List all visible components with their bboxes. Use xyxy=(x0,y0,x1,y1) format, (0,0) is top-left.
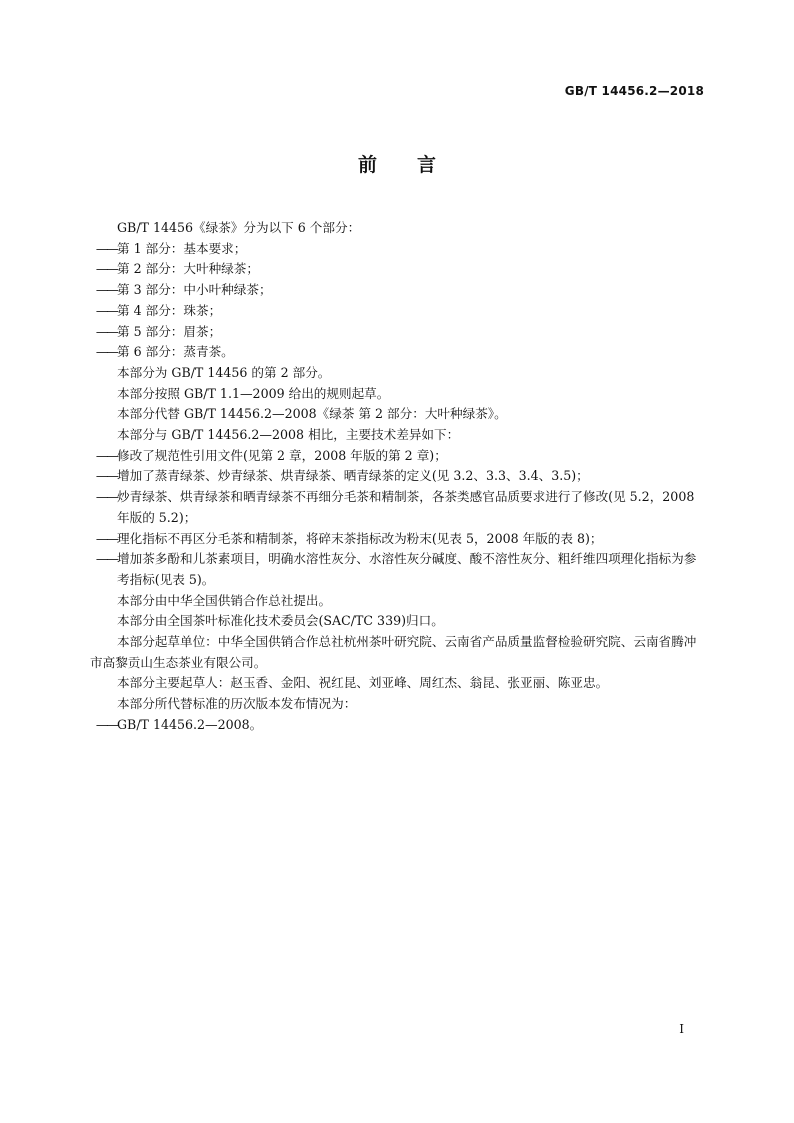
standard-code-header: GB/T 14456.2—2018 xyxy=(564,84,704,98)
scope-paragraph: 本部分为 GB/T 14456 的第 2 部分。 xyxy=(117,364,331,380)
proposer-paragraph: 本部分由中华全国供销合作总社提出。 xyxy=(117,592,332,608)
page-title: 前言 xyxy=(357,154,476,176)
drafting-rules-paragraph: 本部分按照 GB/T 1.1—2009 给出的规则起草。 xyxy=(117,385,390,401)
drafters-paragraph: 本部分主要起草人：赵玉香、金阳、祝红昆、刘亚峰、周红杰、翁昆、张亚丽、陈亚忠。 xyxy=(117,675,609,691)
history-list-item: —— GB/T 14456.2—2008。 xyxy=(90,715,704,736)
dash-marker: —— xyxy=(95,551,117,567)
dash-marker: —— xyxy=(95,468,117,484)
committee-paragraph: 本部分由全国茶叶标准化技术委员会(SAC/TC 339)归口。 xyxy=(117,613,444,629)
dash-marker: —— xyxy=(95,716,117,732)
intro-paragraph: GB/T 14456《绿茶》分为以下 6 个部分： xyxy=(117,220,361,235)
dash-marker: —— xyxy=(95,344,117,360)
dash-marker: —— xyxy=(95,530,117,546)
foreword-body xyxy=(90,218,704,736)
change-list-item: —— 修改了规范性引用文件(见第 2 章，2008 年版的第 2 章)； xyxy=(90,446,704,467)
change-list-item: —— 理化指标不再区分毛茶和精制茶，将碎末茶指标改为粉末(见表 5，2008 年版的表 8)； xyxy=(90,529,704,550)
drafting-units-paragraph: 本部分起草单位：中华全国供销合作总社杭州茶叶研究院、云南省产品质量监督检验研究院、云南省腾冲市高黎贡山生态茶业有限公司。 xyxy=(90,634,697,670)
dash-marker: —— xyxy=(95,323,117,339)
change-list-item: —— 增加茶多酚和儿茶素项目，明确水溶性灰分、水溶性灰分碱度、酸不溶性灰分、粗纤维四项理化指标为参考指标(见表 5)。 xyxy=(90,549,704,590)
part-list-item: —— 第 2 部分：大叶种绿茶； xyxy=(90,259,704,280)
part-list-item: —— 第 5 部分：眉茶； xyxy=(90,322,704,343)
dash-marker: —— xyxy=(95,282,117,298)
differences-intro-paragraph: 本部分与 GB/T 14456.2—2008 相比，主要技术差异如下： xyxy=(117,427,460,443)
dash-marker: —— xyxy=(95,261,117,277)
change-list-item: —— 炒青绿茶、烘青绿茶和晒青绿茶不再细分毛茶和精制茶，各茶类感官品质要求进行了修改(见 5.2，2008 年版的 5.2)； xyxy=(90,487,704,528)
part-list-item: —— 第 3 部分：中小叶种绿茶； xyxy=(90,280,704,301)
replaces-paragraph: 本部分代替 GB/T 14456.2—2008《绿茶 第 2 部分：大叶种绿茶》。 xyxy=(117,406,507,422)
part-list-item: —— 第 1 部分：基本要求； xyxy=(90,239,704,260)
dash-marker: —— xyxy=(95,489,117,505)
page-number: I xyxy=(679,1022,684,1036)
change-list-item: —— 增加了蒸青绿茶、炒青绿茶、烘青绿茶、晒青绿茶的定义(见 3.2、3.3、3.4、3.5)； xyxy=(90,466,704,487)
part-list-item: —— 第 6 部分：蒸青茶。 xyxy=(90,342,704,363)
dash-marker: —— xyxy=(95,302,117,318)
dash-marker: —— xyxy=(95,447,117,463)
history-intro-paragraph: 本部分所代替标准的历次版本发布情况为： xyxy=(117,696,357,712)
dash-marker: —— xyxy=(95,240,117,256)
part-list-item: —— 第 4 部分：珠茶； xyxy=(90,301,704,322)
